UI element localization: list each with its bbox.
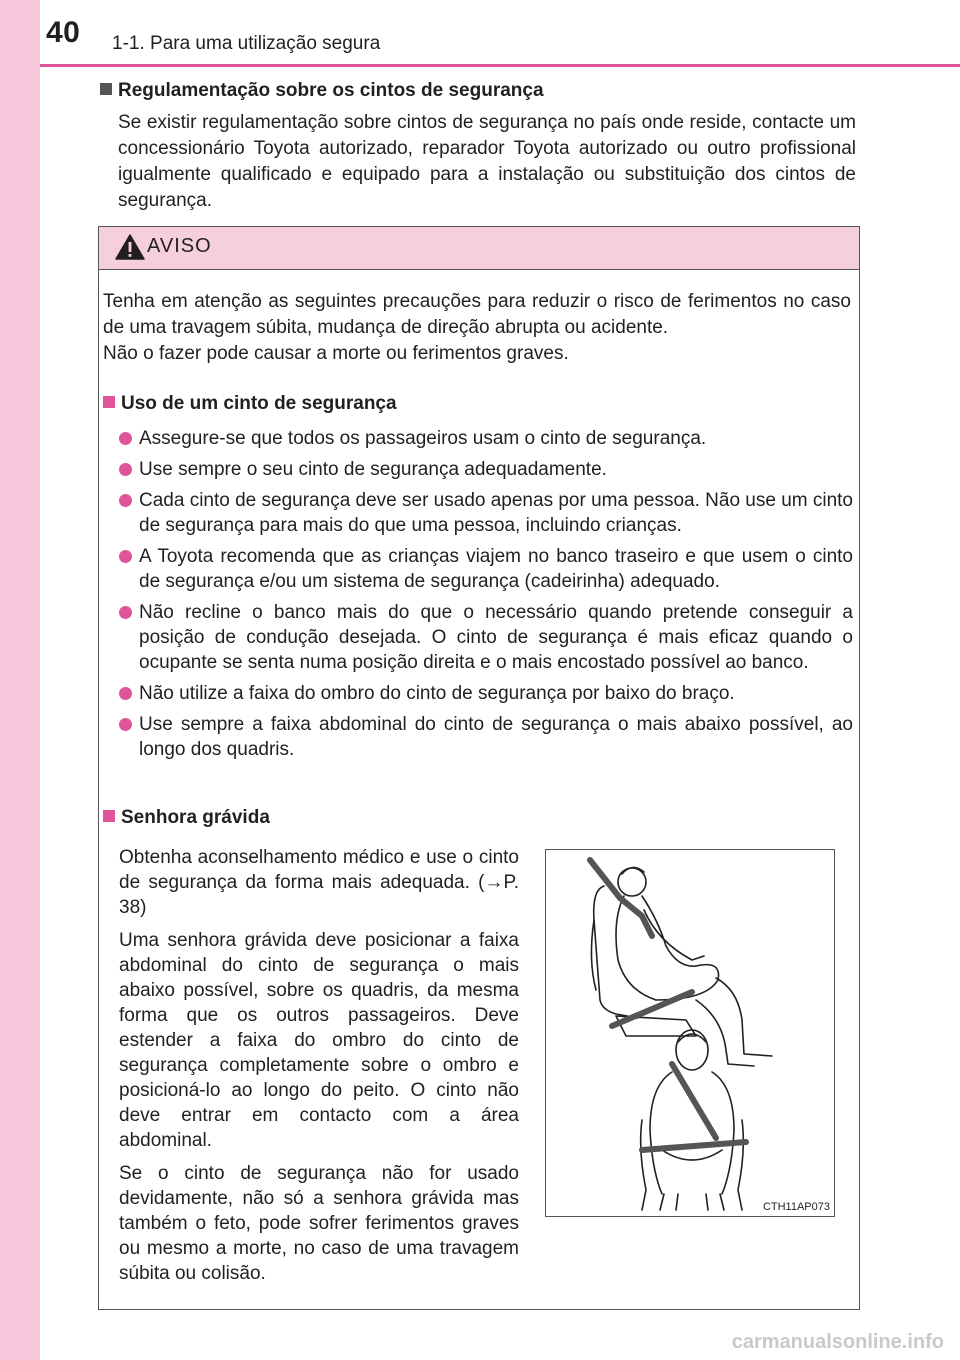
section-title: 1-1. Para uma utilização segura	[112, 33, 381, 54]
pregnant-heading	[103, 807, 270, 829]
circle-bullet-icon	[119, 550, 132, 563]
warning-box	[98, 226, 860, 1310]
list-item: Não utilize a faixa do ombro do cinto de segurança por baixo do braço.	[119, 681, 853, 706]
page-header	[0, 0, 960, 66]
circle-bullet-icon	[119, 463, 132, 476]
warning-intro-text: Tenha em atenção as seguintes precauções para reduzir o risco de ferimentos no caso de uma travagem súbita, mudança de direção abrupta ou acidente.	[103, 291, 851, 338]
square-bullet-icon	[103, 810, 115, 822]
warning-intro	[103, 289, 851, 367]
side-color-strip	[0, 0, 40, 1360]
watermark: carmanualsonline.info	[731, 1331, 944, 1353]
seatbelt-bullet-list	[119, 426, 853, 768]
list-item: Não recline o banco mais do que o necessário quando pretende conseguir a posição de condução desejada. O cinto de segurança é mais eficaz quando o ocupante se senta numa posição direita e o mais encostado possível ao banco.	[119, 600, 853, 675]
warning-consequence-text: Não o fazer pode causar a morte ou ferimentos graves.	[103, 343, 569, 364]
circle-bullet-icon	[119, 606, 132, 619]
intro-heading-text: Regulamentação sobre os cintos de segurança	[118, 80, 544, 101]
page-number: 40	[46, 16, 81, 49]
list-item: Cada cinto de segurança deve ser usado apenas por uma pessoa. Não use um cinto de segurança para mais do que uma pessoa, incluindo crianças.	[119, 488, 853, 538]
pregnant-paragraph: Obtenha aconselhamento médico e use o cinto de segurança da forma mais adequada. (→P. 38)	[119, 847, 519, 918]
intro-heading	[100, 80, 544, 102]
circle-bullet-icon	[119, 718, 132, 731]
warning-title: AVISO	[147, 235, 212, 257]
warning-header	[99, 227, 859, 270]
circle-bullet-icon	[119, 494, 132, 507]
square-bullet-icon	[103, 396, 115, 408]
intro-paragraph: Se existir regulamentação sobre cintos de segurança no país onde reside, contacte um concessionário Toyota autorizado, reparador Toyota autorizado ou outro profissional igualmente qualificado e equipado para a instalação ou substituição dos cintos de segurança.	[118, 112, 856, 211]
header-divider	[40, 64, 960, 67]
pregnant-text	[119, 845, 519, 1294]
pregnant-paragraph: Se o cinto de segurança não for usado devidamente, não só a senhora grávida mas também o feto, pode sofrer ferimentos graves ou mesmo a morte, no caso de uma travagem súbita ou colisão.	[119, 1163, 519, 1284]
list-item: Use sempre a faixa abdominal do cinto de segurança o mais abaixo possível, ao longo dos quadris.	[119, 712, 853, 762]
list-item: A Toyota recomenda que as crianças viajem no banco traseiro e que usem o cinto de segurança e/ou um sistema de segurança (cadeirinha) adequado.	[119, 544, 853, 594]
circle-bullet-icon	[119, 432, 132, 445]
square-bullet-icon	[100, 83, 112, 95]
seatbelt-heading	[103, 393, 397, 415]
circle-bullet-icon	[119, 687, 132, 700]
list-item: Use sempre o seu cinto de segurança adequadamente.	[119, 457, 853, 482]
figure-code: CTH11AP073	[762, 1201, 830, 1213]
seatbelt-heading-text: Uso de um cinto de segurança	[121, 393, 397, 414]
pregnant-seatbelt-illustration	[545, 849, 835, 1217]
list-item: Assegure-se que todos os passageiros usam o cinto de segurança.	[119, 426, 853, 451]
warning-triangle-icon	[115, 234, 145, 260]
illustration-drawing	[546, 850, 834, 1216]
pregnant-paragraph: Uma senhora grávida deve posicionar a faixa abdominal do cinto de segurança o mais abaixo possível, sobre os quadris, da mesma forma que os outros passageiros. Deve estender a faixa do ombro do cinto de segurança completamente sobre o ombro e posicioná-lo ao longo do peito. O cinto não deve entrar em contacto com a área abdominal.	[119, 930, 519, 1151]
pregnant-heading-text: Senhora grávida	[121, 807, 270, 828]
